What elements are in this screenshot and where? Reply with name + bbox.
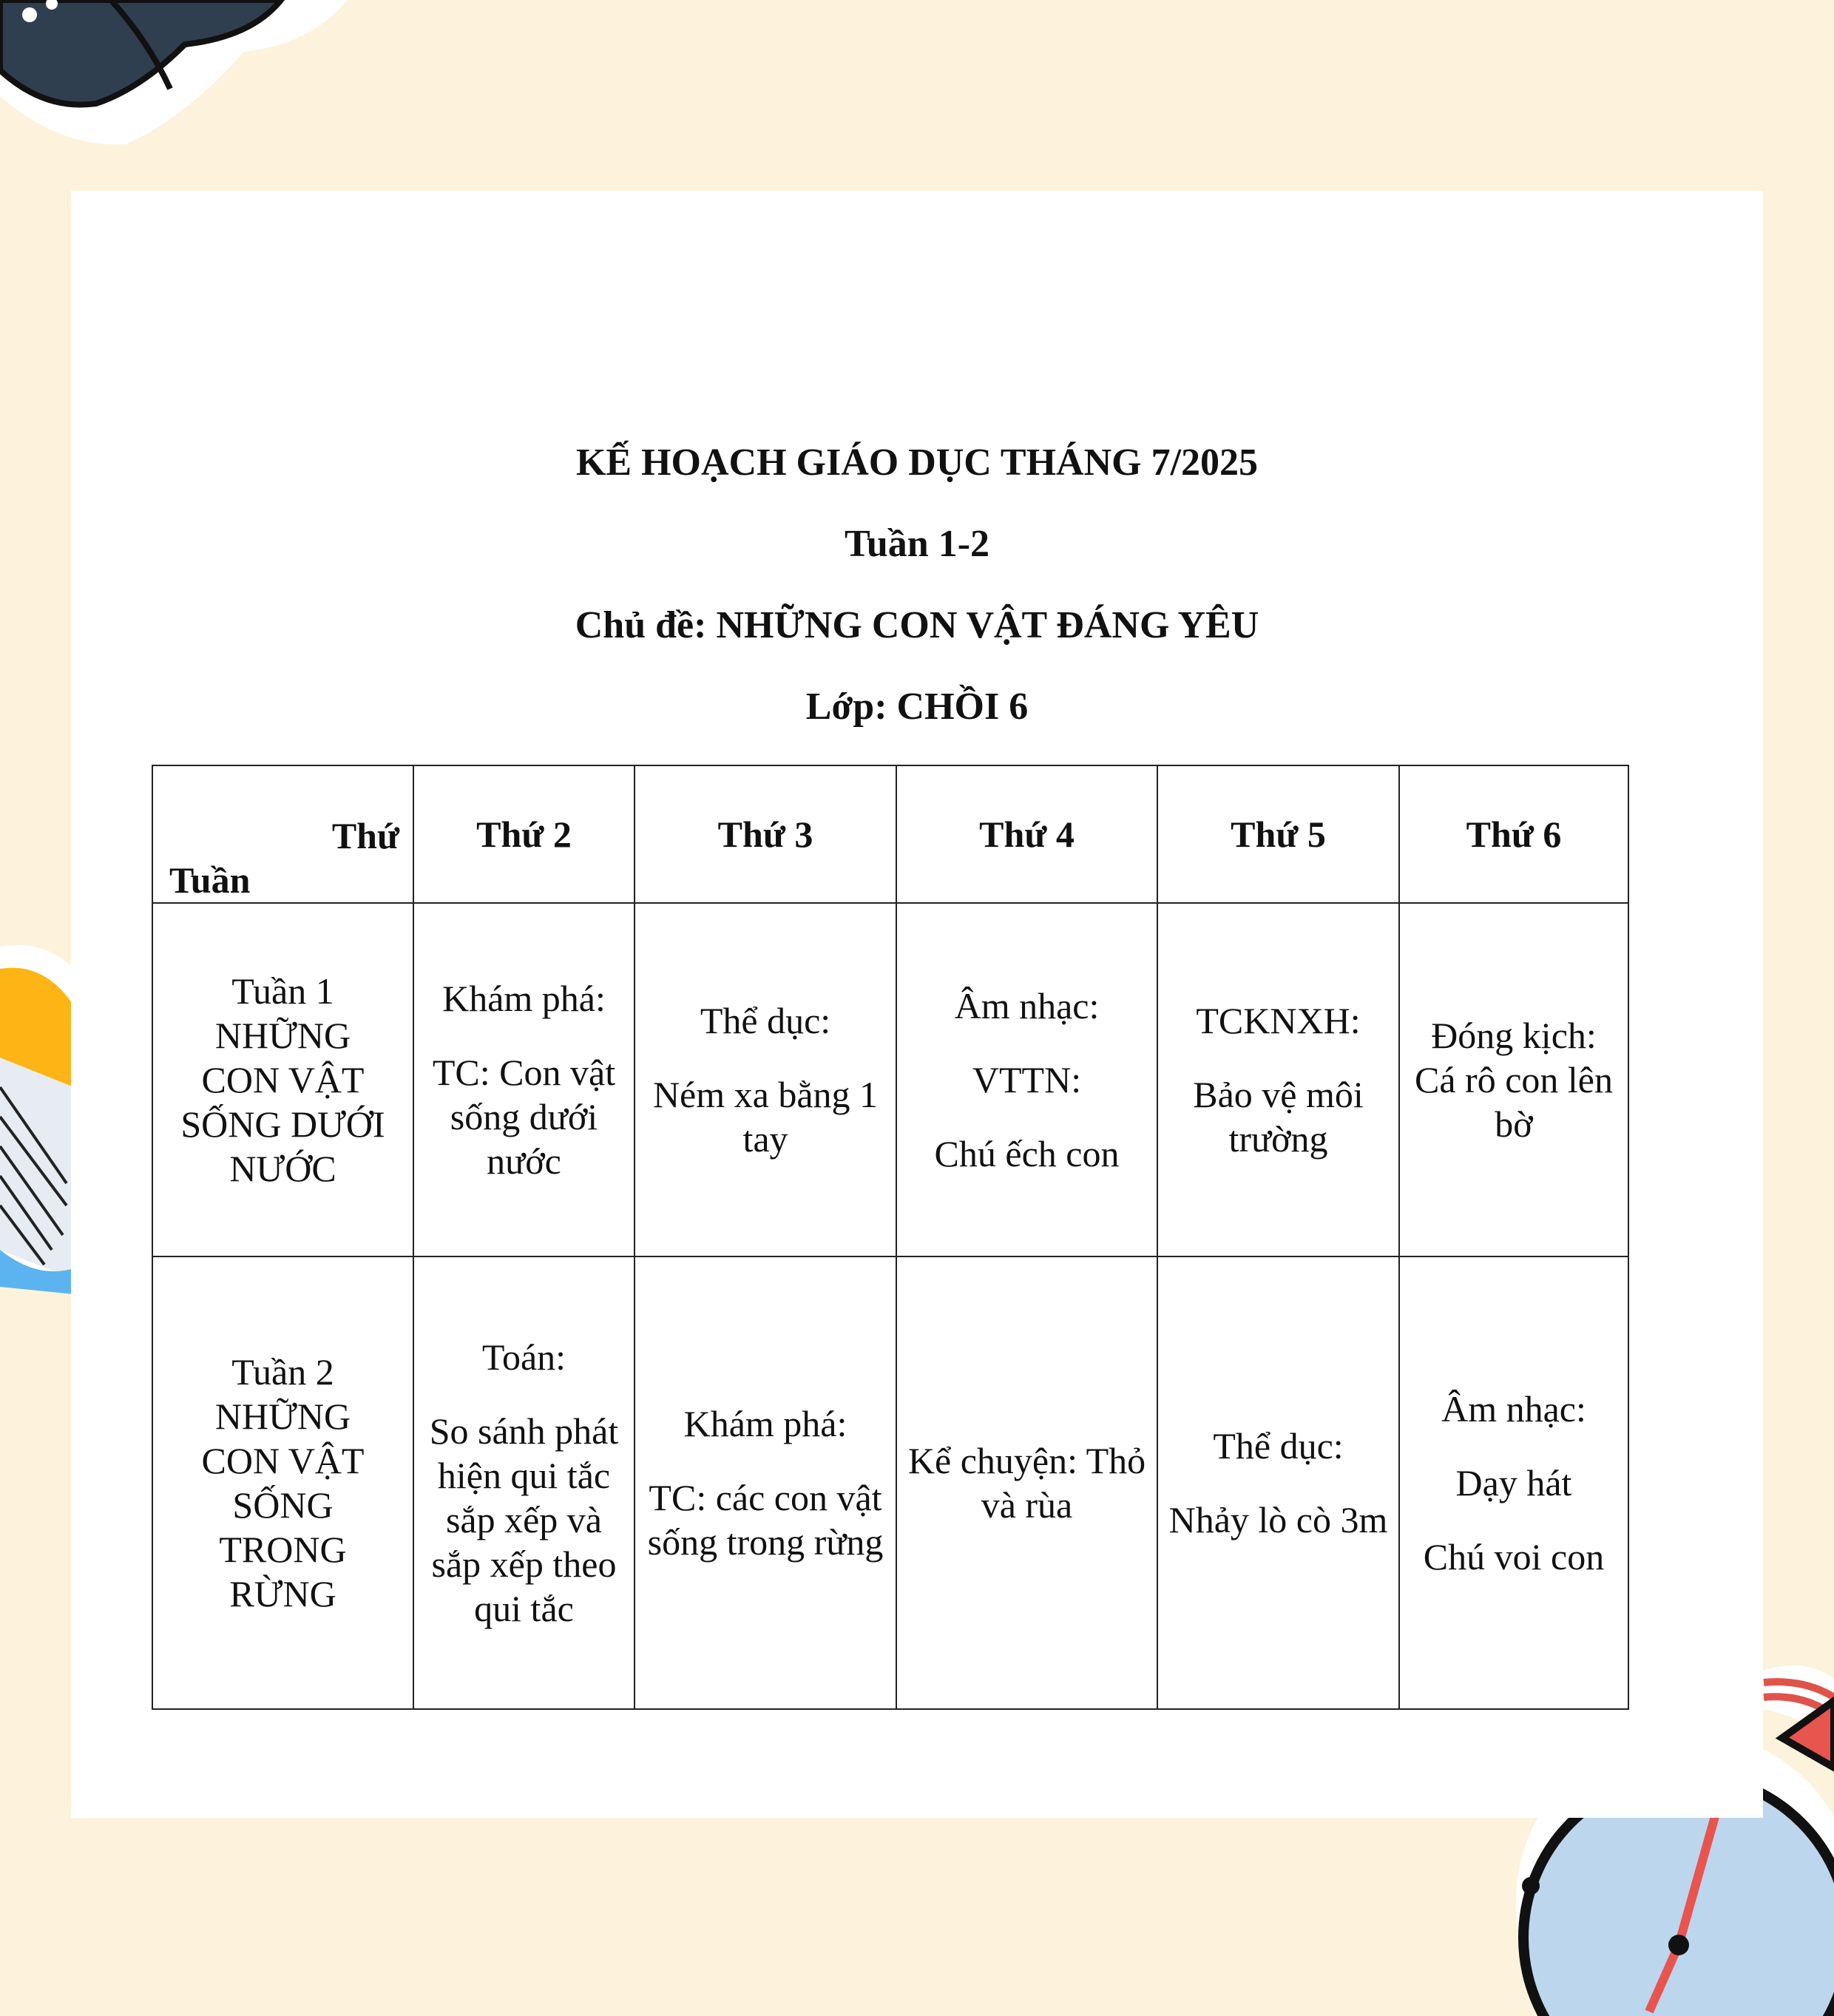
activity-detail: TC: Con vật sống dưới nước (432, 1052, 616, 1182)
week-topic-line: CON VẬT (201, 1440, 365, 1481)
weeks-label: Tuần 1-2 (844, 523, 990, 565)
activity-subject: Thể dục: (1213, 1425, 1344, 1467)
activity-cell (896, 1256, 1157, 1709)
header-day: Thứ 2 (413, 765, 635, 903)
week-topic-line: NHỮNG (214, 1015, 351, 1056)
activity-cell (1399, 903, 1628, 1256)
corner-cell (152, 765, 413, 903)
activity-subject: Kể chuyện: Thỏ và rùa (907, 1440, 1146, 1526)
week-topic-line: NƯỚC (229, 1148, 336, 1189)
activity-detail: Ném xa bằng 1 tay (652, 1074, 879, 1160)
document-title: KẾ HOẠCH GIÁO DỤC THÁNG 7/2025 (575, 442, 1259, 484)
week-cell (152, 903, 413, 1256)
week-topic-line: RỪNG (229, 1573, 336, 1614)
activity-subject: Khám phá: (683, 1403, 847, 1444)
week-topic-line: TRONG (219, 1529, 347, 1570)
activity-cell (1157, 903, 1399, 1256)
activity-detail: Dạy hát (1455, 1462, 1572, 1503)
activity-subject: TCKNXH: (1196, 1000, 1361, 1041)
theme-label: Chủ đề: NHỮNG CON VẬT ĐÁNG YÊU (575, 604, 1259, 646)
week-topic-line: CON VẬT (201, 1059, 365, 1100)
activity-detail: VTTN: (972, 1059, 1082, 1100)
activity-subject: Âm nhạc: (954, 985, 1100, 1026)
activity-detail: So sánh phát hiện qui tắc sắp xếp và sắp xếp theo qui tắc (429, 1410, 619, 1629)
activity-subject: Thể dục: (700, 1000, 831, 1041)
activity-cell (896, 903, 1157, 1256)
activity-cell (635, 1256, 896, 1709)
activity-subject: Đóng kịch: Cá rô con lên bờ (1415, 1015, 1613, 1145)
sticker-top-left (0, 0, 348, 148)
activity-cell (413, 1256, 635, 1709)
activity-cell (1399, 1256, 1628, 1709)
activity-cell (413, 903, 635, 1256)
header-day: Thứ 4 (896, 765, 1157, 903)
week-label: Tuần 1 (231, 970, 334, 1012)
activity-subject: Toán: (481, 1336, 566, 1378)
class-label: Lớp: CHỒI 6 (805, 686, 1029, 728)
week-topic-line: SỐNG (232, 1484, 334, 1526)
activity-detail: Chú ếch con (934, 1133, 1120, 1174)
week-cell (152, 1256, 413, 1709)
corner-week-label: Tuần (169, 859, 251, 901)
activity-cell (1157, 1256, 1399, 1709)
header-day: Thứ 5 (1157, 765, 1399, 903)
week-topic-line: SỐNG DƯỚI (180, 1103, 385, 1145)
activity-subject: Âm nhạc: (1441, 1388, 1586, 1430)
table-header-row (152, 765, 1628, 903)
activity-subject: Khám phá: (442, 978, 606, 1019)
activity-detail: Bảo vệ môi trường (1193, 1074, 1364, 1160)
header-day: Thứ 6 (1399, 765, 1628, 903)
activity-detail: Nhảy lò cò 3m (1168, 1499, 1388, 1540)
corner-day-label: Thứ (331, 815, 399, 856)
header-day: Thứ 3 (635, 765, 896, 903)
schedule-table (152, 765, 1629, 1710)
table-row (152, 903, 1628, 1256)
activity-cell (635, 903, 896, 1256)
week-topic-line: NHỮNG (214, 1396, 351, 1437)
activity-detail: TC: các con vật sống trong rừng (647, 1477, 884, 1563)
table-row (152, 1256, 1628, 1709)
document-sheet (71, 191, 1763, 1818)
book-sticker-icon (0, 939, 74, 1294)
activity-detail: Chú voi con (1423, 1536, 1605, 1577)
week-label: Tuần 2 (231, 1351, 334, 1393)
